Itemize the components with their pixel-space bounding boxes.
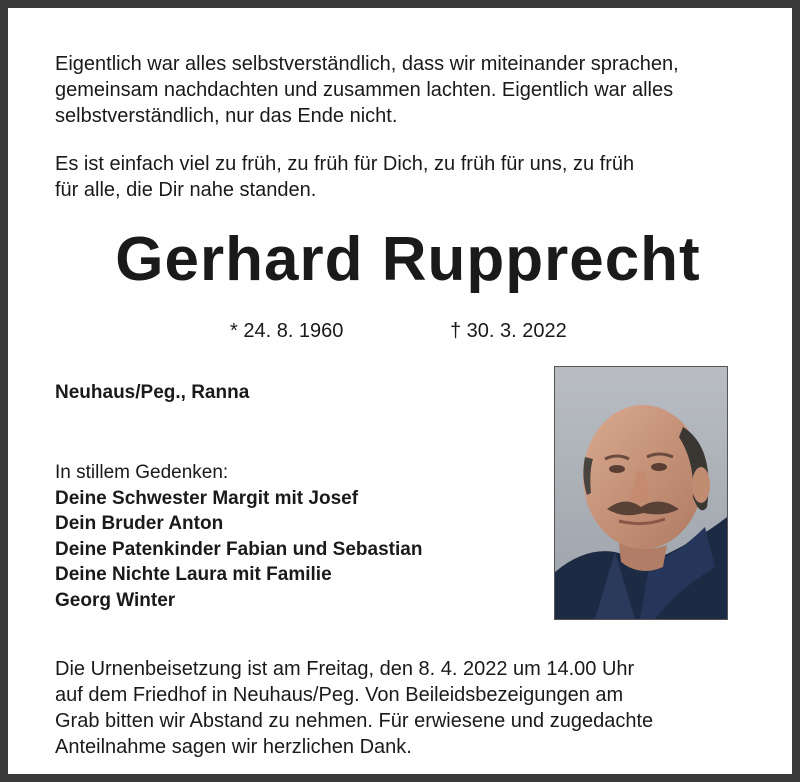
mourner-name: Dein Bruder Anton	[55, 513, 224, 534]
closing-line: Anteilnahme sagen wir herzlichen Dank.	[55, 736, 412, 758]
intro-line: für alle, die Dir nahe standen.	[55, 179, 317, 201]
intro-paragraph-1	[55, 51, 775, 129]
intro-line: gemeinsam nachdachten und zusammen lachten. Eigentlich war alles	[55, 79, 674, 101]
intro-line: Eigentlich war alles selbstverständlich, dass wir miteinander sprachen,	[55, 53, 679, 75]
closing-line: auf dem Friedhof in Neuhaus/Peg. Von Beileidsbezeigungen am	[55, 684, 624, 706]
mourner-name: Deine Patenkinder Fabian und Sebastian	[55, 538, 423, 560]
intro-line: Es ist einfach viel zu früh, zu früh für Dich, zu früh für uns, zu früh	[55, 153, 635, 175]
mourners-intro: In stillem Gedenken:	[55, 462, 229, 483]
mourner-name: Deine Nichte Laura mit Familie	[55, 564, 332, 585]
place-of-residence: Neuhaus/Peg., Ranna	[55, 382, 250, 403]
intro-paragraph-2	[55, 151, 775, 203]
mourner-name: Georg Winter	[55, 589, 176, 611]
closing-line: Die Urnenbeisetzung ist am Freitag, den 8. 4. 2022 um 14.00 Uhr	[55, 658, 635, 680]
closing-line: Grab bitten wir Abstand zu nehmen. Für erwiesene und zugedachte	[55, 710, 654, 732]
portrait-photo	[554, 366, 728, 620]
closing-paragraph	[55, 656, 775, 760]
birth-date: * 24. 8. 1960	[230, 320, 344, 342]
death-date: † 30. 3. 2022	[450, 320, 567, 342]
portrait-illustration	[555, 367, 727, 619]
mourner-name: Deine Schwester Margit mit Josef	[55, 487, 359, 509]
mourners-list	[55, 460, 422, 613]
deceased-name: Gerhard Rupprecht	[115, 225, 701, 294]
intro-line: selbstverständlich, nur das Ende nicht.	[55, 105, 398, 127]
